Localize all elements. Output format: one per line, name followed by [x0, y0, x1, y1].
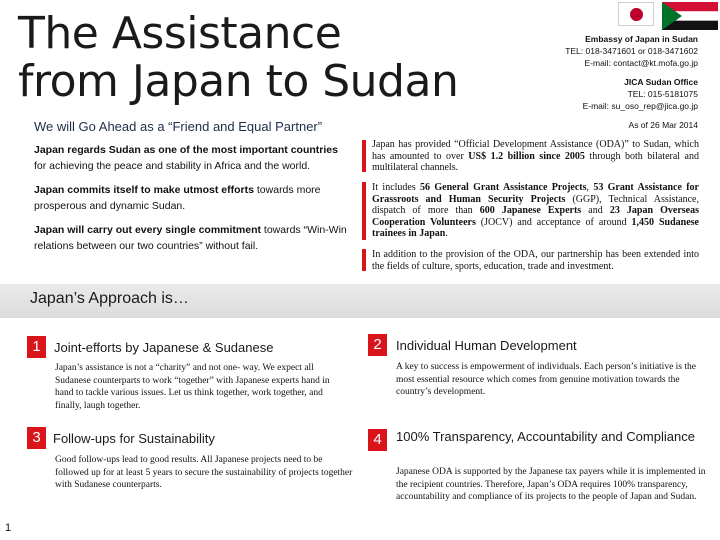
- intro-statements: [34, 142, 352, 262]
- approach-body-2: A key to success is empowerment of individuals. Each person’s initiative is the most essential resource which comes from genuine motivation towards the country’s development.: [396, 362, 696, 397]
- oda-paragraph: Japan has provided “Official Development Assistance (ODA)” to Sudan, which has amounted to over US$ 1.2 billion since 2005 through both bilateral and multilateral channels.: [372, 139, 699, 173]
- as-of-date: As of 26 Mar 2014: [628, 120, 698, 130]
- intro-item: Japan will carry out every single commitment towards “Win-Win relations between our two countries” without fail.: [34, 224, 347, 252]
- accent-bar: [362, 182, 366, 240]
- contact-info: [438, 33, 698, 112]
- number-badge-4: 4: [368, 429, 387, 451]
- number-badge-3: 3: [27, 427, 46, 449]
- partnership-paragraph: In addition to the provision of the ODA, our partnership has been extended into the fields of culture, sports, education, trade and investment.: [372, 249, 699, 272]
- jica-tel: TEL: 015-5181075: [627, 89, 698, 99]
- jica-name: JICA Sudan Office: [624, 77, 698, 87]
- number-badge-2: 2: [368, 334, 387, 356]
- page-number: 1: [5, 522, 12, 534]
- approach-body-4: Japanese ODA is supported by the Japanese tax payers while it is implemented in the recipient countries. Therefore, Japan’s ODA requires 100% transparency, accountability and compliance of its projects to the people of Japan and Sudan.: [396, 467, 706, 502]
- approach-body-3: Good follow-ups lead to good results. All Japanese projects need to be followed up for at least 5 years to secure the sustainability of projects together with Sudanese counterparts.: [55, 455, 353, 490]
- title-line-2: from Japan to Sudan: [18, 56, 459, 107]
- number-badge-1: 1: [27, 336, 46, 358]
- sudan-flag-icon: [662, 2, 718, 30]
- approach-body-1: Japan’s assistance is not a “charity” and not one- way. We expect all Sudanese counterparts to work “together” with Japanese experts hand in hand to tackle various issues. Let us think together, work together, and finally, laugh together.: [55, 363, 330, 411]
- accent-bar: [362, 140, 366, 172]
- approach-title-4: 100% Transparency, Accountability and Compliance: [396, 429, 695, 444]
- embassy-tel: TEL: 018-3471601 or 018-3471602: [565, 46, 698, 56]
- jica-email[interactable]: E-mail: su_oso_rep@jica.go.jp: [582, 101, 698, 111]
- projects-paragraph: It includes 56 General Grant Assistance Projects, 53 Grant Assistance for Grassroots and Human Security Projects (GGP), Technical Assistance, dispatch of more than 600 Japanese Experts and 23 Japan Overseas Cooperation Volunteers (JOCV) and acceptance of around 1,450 Sudanese trainees in Japan.: [372, 182, 699, 239]
- embassy-name: Embassy of Japan in Sudan: [585, 34, 698, 44]
- subtitle: We will Go Ahead as a “Friend and Equal Partner”: [34, 119, 323, 134]
- japan-flag-icon: [618, 2, 654, 26]
- intro-item: Japan commits itself to make utmost efforts towards more prosperous and dynamic Sudan.: [34, 184, 321, 212]
- approach-heading: Japan’s Approach is…: [30, 290, 189, 307]
- approach-title-3: Follow-ups for Sustainability: [53, 431, 215, 446]
- flags: [618, 2, 718, 28]
- intro-item: Japan regards Sudan as one of the most important countries for achieving the peace and stability in Africa and the world.: [34, 144, 338, 172]
- approach-title-2: Individual Human Development: [396, 338, 577, 353]
- embassy-email[interactable]: E-mail: contact@kt.mofa.go.jp: [584, 58, 698, 68]
- approach-title-1: Joint-efforts by Japanese & Sudanese: [54, 340, 274, 355]
- title-line-1: The Assistance: [18, 8, 342, 59]
- accent-bar: [362, 249, 366, 271]
